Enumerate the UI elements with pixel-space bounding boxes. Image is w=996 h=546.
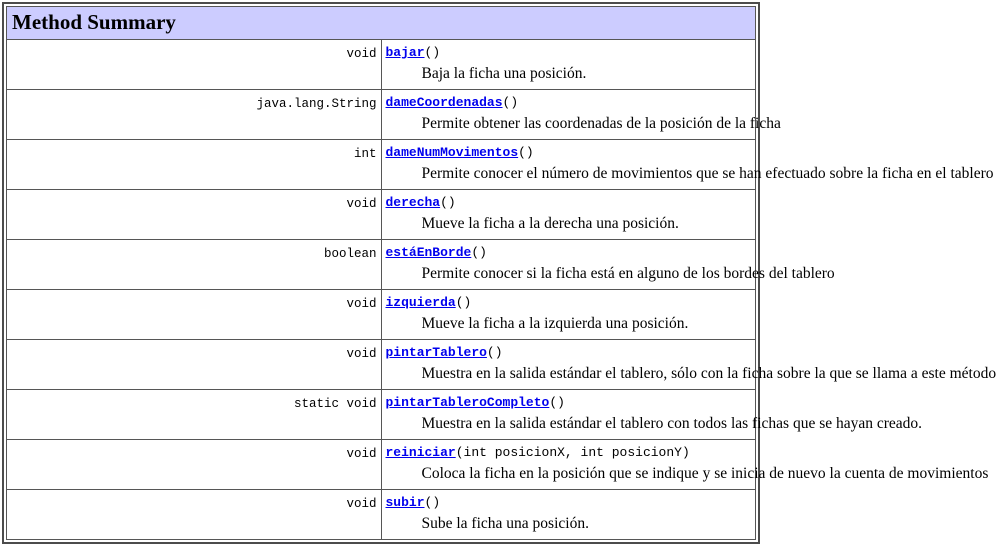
method-params: () — [518, 145, 534, 160]
method-params: () — [502, 95, 519, 110]
method-description: Permite obtener las coordenadas de la posición de la ficha — [421, 115, 781, 132]
method-row — [7, 90, 756, 140]
method-cell — [381, 90, 781, 140]
return-type: static void — [7, 390, 382, 440]
method-description: Muestra en la salida estándar el tablero, sólo con la ficha sobre la que se llama a este método — [421, 365, 996, 382]
method-description: Mueve la ficha a la derecha una posición. — [421, 215, 679, 232]
method-link[interactable]: bajar — [385, 45, 425, 60]
return-type: void — [7, 40, 382, 90]
method-description: Sube la ficha una posición. — [421, 515, 589, 532]
method-signature — [386, 94, 752, 111]
method-cell — [381, 490, 756, 540]
method-row — [7, 340, 756, 390]
method-link[interactable]: dameCoordenadas — [385, 95, 503, 110]
method-params: () — [455, 295, 472, 310]
return-type: void — [7, 440, 382, 490]
method-params: () — [549, 395, 565, 410]
return-type: int — [7, 140, 382, 190]
method-link[interactable]: pintarTableroCompleto — [385, 395, 550, 410]
method-cell — [381, 140, 994, 190]
method-summary-frame — [2, 2, 996, 544]
method-params: () — [486, 345, 503, 360]
method-signature — [386, 194, 752, 211]
method-link[interactable]: pintarTablero — [385, 345, 487, 360]
method-params: (int posicionX, int posicionY) — [455, 445, 690, 460]
method-row — [7, 240, 756, 290]
method-row — [7, 390, 756, 440]
method-link[interactable]: dameNumMovimentos — [385, 145, 519, 160]
return-type: void — [7, 490, 382, 540]
return-type: void — [7, 340, 382, 390]
method-signature — [386, 144, 752, 161]
method-cell — [381, 340, 996, 390]
method-link[interactable]: reiniciar — [385, 445, 456, 460]
method-description: Muestra en la salida estándar el tablero con todos las fichas que se hayan creado. — [421, 415, 923, 432]
method-signature — [386, 244, 752, 261]
method-params: () — [471, 245, 487, 260]
method-row — [7, 190, 756, 240]
return-type: boolean — [7, 240, 382, 290]
method-signature — [386, 294, 752, 311]
method-params: () — [440, 195, 456, 210]
method-cell — [381, 190, 756, 240]
return-type: void — [7, 290, 382, 340]
method-link[interactable]: derecha — [385, 195, 441, 210]
method-row — [7, 440, 756, 490]
method-description: Baja la ficha una posición. — [421, 65, 587, 82]
method-cell — [381, 240, 835, 290]
method-link[interactable]: izquierda — [385, 295, 456, 310]
method-params: () — [424, 495, 441, 510]
method-summary-header-row — [7, 7, 756, 40]
method-cell — [381, 40, 756, 90]
method-summary-title: Method Summary — [7, 7, 756, 40]
method-cell — [381, 290, 756, 340]
method-row — [7, 40, 756, 90]
method-row — [7, 490, 756, 540]
method-signature — [386, 44, 752, 61]
method-description: Mueve la ficha a la izquierda una posición. — [421, 315, 689, 332]
method-row — [7, 290, 756, 340]
method-row — [7, 140, 756, 190]
method-description: Permite conocer si la ficha está en alguno de los bordes del tablero — [421, 265, 835, 282]
method-cell — [381, 440, 989, 490]
method-summary-table — [6, 6, 996, 540]
method-link[interactable]: subir — [385, 495, 425, 510]
return-type: java.lang.String — [7, 90, 382, 140]
method-signature — [386, 444, 752, 461]
method-params: () — [424, 45, 441, 60]
return-type: void — [7, 190, 382, 240]
method-cell — [381, 390, 923, 440]
method-signature — [386, 344, 752, 361]
method-description: Permite conocer el número de movimientos que se han efectuado sobre la ficha en el tablero — [421, 165, 994, 182]
method-link[interactable]: estáEnBorde — [385, 245, 472, 260]
method-description: Coloca la ficha en la posición que se indique y se inicia de nuevo la cuenta de movimientos — [421, 465, 989, 482]
method-signature — [386, 394, 752, 411]
method-signature — [386, 494, 752, 511]
